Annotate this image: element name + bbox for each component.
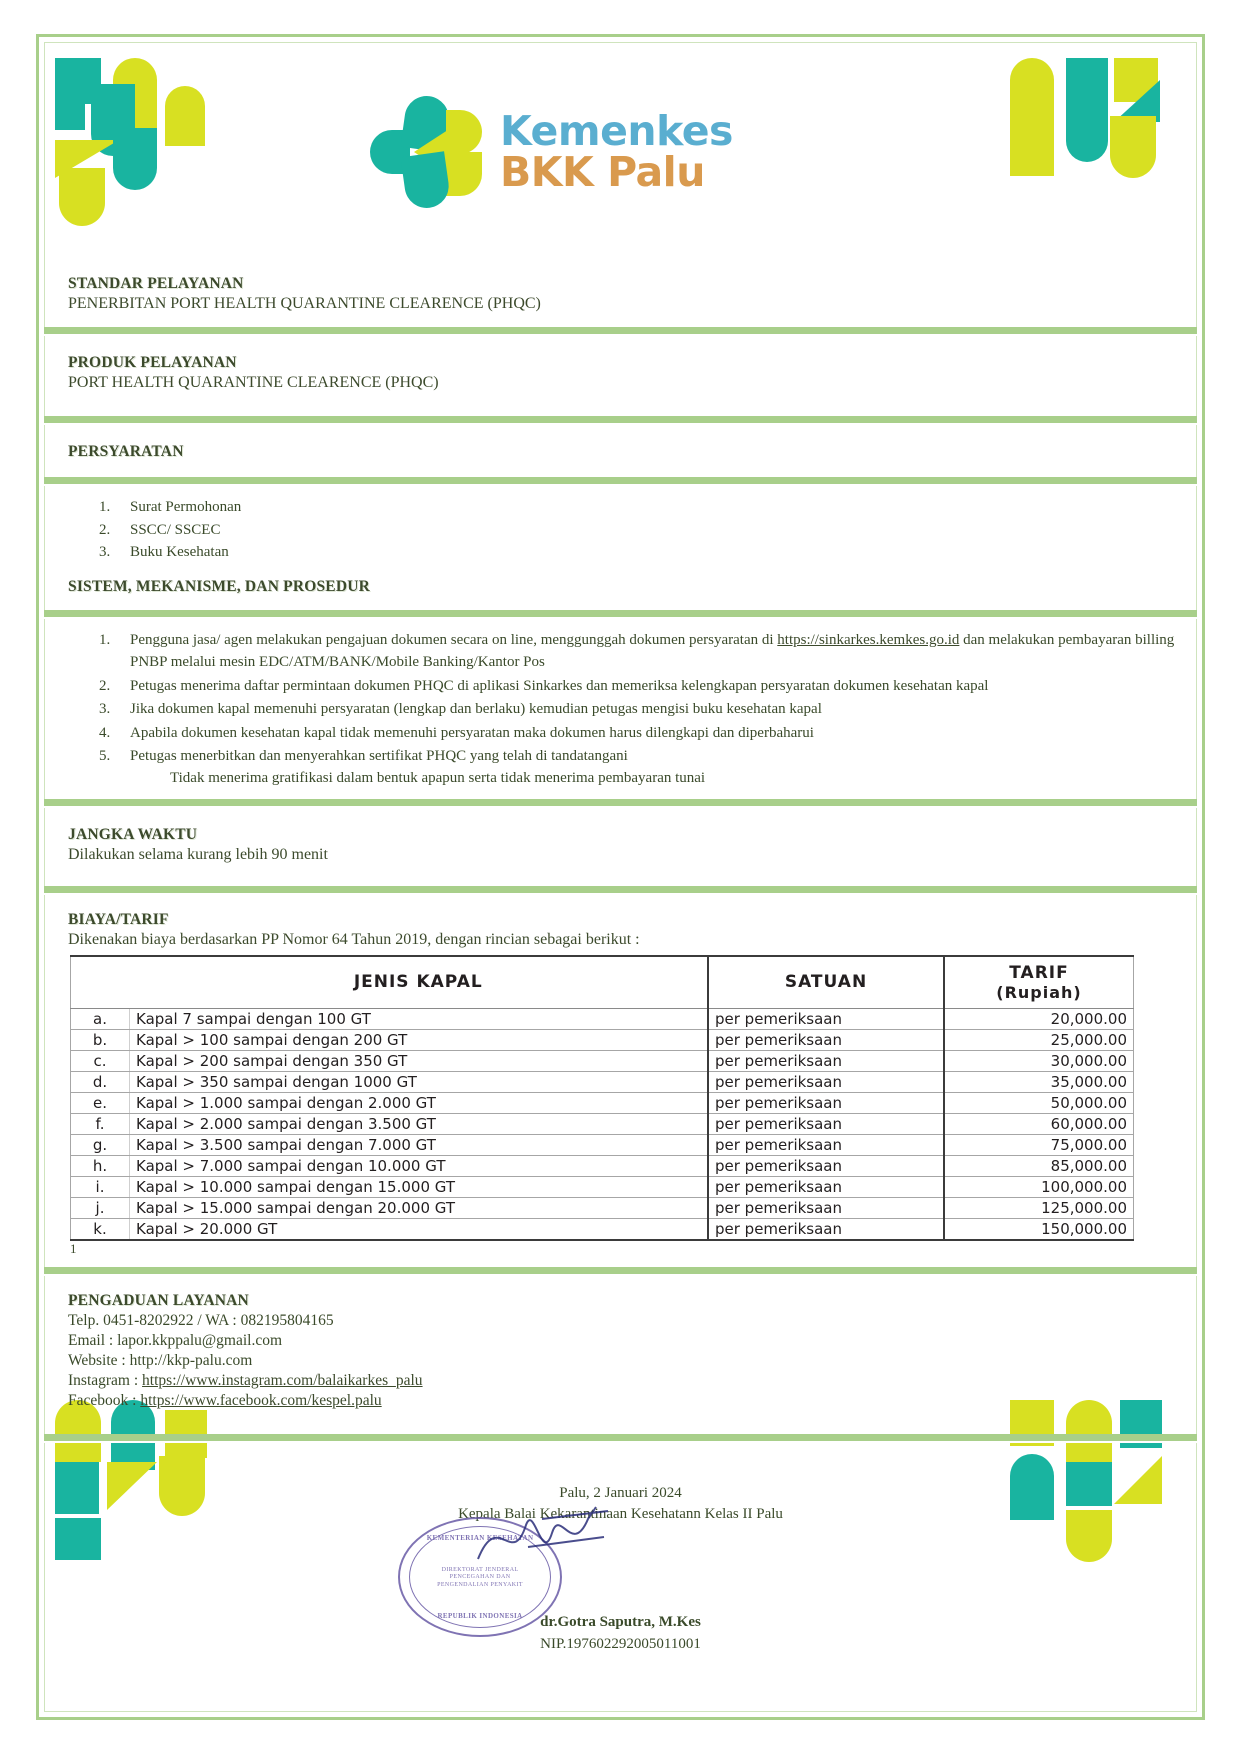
row-index: g.	[71, 1134, 130, 1155]
section-title-biaya: BIAYA/TARIF	[68, 910, 169, 928]
facebook-link[interactable]: https://www.facebook.com/kespel.palu	[140, 1391, 382, 1409]
prosedur-1-before: Pengguna jasa/ agen melakukan pengajuan dokumen secara on line, menggunggah dokumen persyaratan di	[130, 631, 778, 648]
section-standar-pelayanan	[44, 265, 1197, 319]
row-index: h.	[71, 1155, 130, 1176]
row-tarif: 50,000.00	[944, 1092, 1134, 1113]
divider-4	[44, 610, 1197, 619]
table-row	[71, 1050, 1134, 1071]
tarif-unit-label: (Rupiah)	[996, 982, 1082, 1002]
sinkarkes-link[interactable]: https://sinkarkes.kemkes.go.id	[777, 631, 960, 648]
row-jenis-kapal: Kapal > 3.500 sampai dengan 7.000 GT	[130, 1134, 709, 1155]
signature-block	[44, 1483, 1197, 1656]
tarif-label: TARIF	[1009, 962, 1069, 983]
table-row	[71, 1176, 1134, 1197]
row-satuan: per pemeriksaan	[708, 1092, 944, 1113]
row-satuan: per pemeriksaan	[708, 1008, 944, 1029]
list-item: 1. Surat Permohonan	[114, 496, 1197, 519]
row-satuan: per pemeriksaan	[708, 1176, 944, 1197]
row-index: c.	[71, 1050, 130, 1071]
contact-email: Email : lapor.kkppalu@gmail.com	[68, 1331, 283, 1349]
tariff-table	[70, 955, 1134, 1241]
section-title-jangka: JANGKA WAKTU	[68, 825, 198, 843]
signature-place-date: Palu, 2 Januari 2024	[559, 1484, 682, 1501]
page-number: 1	[70, 1240, 77, 1256]
table-row	[71, 1197, 1134, 1218]
gratifikasi-note: Tidak menerima gratifikasi dalam bentuk apapun serta tidak menerima pembayaran tunai	[170, 769, 706, 786]
row-tarif: 20,000.00	[944, 1008, 1134, 1029]
divider-3	[44, 477, 1197, 486]
brand-name-line2: BKK Palu	[500, 148, 705, 196]
contact-phone: Telp. 0451-8202922 / WA : 082195804165	[68, 1311, 334, 1329]
divider-5	[44, 799, 1197, 808]
row-tarif: 60,000.00	[944, 1113, 1134, 1134]
row-satuan: per pemeriksaan	[708, 1113, 944, 1134]
list-item: 3. Jika dokumen kapal memenuhi persyaratan (lengkap dan berlaku) kemudian petugas mengisi buku kesehatan kapal	[114, 698, 1187, 721]
section-persyaratan-title	[44, 425, 1197, 469]
row-index: f.	[71, 1113, 130, 1134]
row-jenis-kapal: Kapal > 200 sampai dengan 350 GT	[130, 1050, 709, 1071]
divider-2	[44, 416, 1197, 425]
list-item: 2. Petugas menerima daftar permintaan dokumen PHQC di aplikasi Sinkarkes dan memeriksa kelengkapan persyaratan dokumen kesehatan kapal	[114, 675, 1187, 698]
handwritten-signature-icon	[468, 1499, 618, 1575]
row-tarif: 75,000.00	[944, 1134, 1134, 1155]
section-produk-pelayanan	[44, 336, 1197, 408]
corner-ornament-top-left	[55, 58, 205, 218]
list-item: 3. Buku Kesehatan	[114, 541, 1197, 564]
contact-website: Website : http://kkp-palu.com	[68, 1351, 253, 1369]
section-text-biaya: Dikenakan biaya berdasarkan PP Nomor 64 Tahun 2019, dengan rincian sebagai berikut :	[68, 930, 640, 948]
row-satuan: per pemeriksaan	[708, 1134, 944, 1155]
prosedur-list	[44, 629, 1187, 768]
row-tarif: 85,000.00	[944, 1155, 1134, 1176]
row-jenis-kapal: Kapal > 10.000 sampai dengan 15.000 GT	[130, 1176, 709, 1197]
row-jenis-kapal: Kapal > 2.000 sampai dengan 3.500 GT	[130, 1113, 709, 1134]
row-jenis-kapal: Kapal > 350 sampai dengan 1000 GT	[130, 1071, 709, 1092]
table-header-row	[71, 956, 1134, 1009]
row-tarif: 35,000.00	[944, 1071, 1134, 1092]
table-row	[71, 1071, 1134, 1092]
row-satuan: per pemeriksaan	[708, 1155, 944, 1176]
column-header-satuan: SATUAN	[708, 956, 944, 1009]
row-index: j.	[71, 1197, 130, 1218]
row-index: k.	[71, 1218, 130, 1240]
table-row	[71, 1134, 1134, 1155]
divider-7	[44, 1267, 1197, 1276]
persyaratan-list-wrap	[44, 486, 1197, 568]
section-title-sistem: SISTEM, MEKANISME, DAN PROSEDUR	[68, 577, 371, 595]
row-tarif: 25,000.00	[944, 1029, 1134, 1050]
section-text-jangka: Dilakukan selama kurang lebih 90 menit	[68, 845, 328, 863]
section-jangka-waktu	[44, 808, 1197, 878]
table-row	[71, 1218, 1134, 1240]
list-item	[114, 629, 1187, 674]
stamp-bottom-text: REPUBLIK INDONESIA	[437, 1612, 523, 1621]
signature-nip: NIP.197602292005011001	[540, 1635, 701, 1652]
kemenkes-logo-icon	[370, 96, 482, 208]
section-title-produk: PRODUK PELAYANAN	[68, 354, 237, 371]
column-header-tarif	[944, 956, 1134, 1009]
divider-6	[44, 886, 1197, 895]
divider-8	[44, 1434, 1197, 1443]
stamp-top-text: KEMENTERIAN KESEHATAN	[426, 1533, 534, 1542]
row-index: b.	[71, 1029, 130, 1050]
row-tarif: 150,000.00	[944, 1218, 1134, 1240]
table-row	[71, 1008, 1134, 1029]
contact-instagram: Instagram : https://www.instagram.com/balaikarkes_palu	[68, 1371, 423, 1389]
list-item: 2. SSCC/ SSCEC	[114, 519, 1197, 542]
section-text-standar: PENERBITAN PORT HEALTH QUARANTINE CLEARENCE (PHQC)	[68, 295, 541, 312]
divider-1	[44, 327, 1197, 336]
table-row	[71, 1113, 1134, 1134]
row-index: a.	[71, 1008, 130, 1029]
section-text-produk: PORT HEALTH QUARANTINE CLEARENCE (PHQC)	[68, 374, 439, 391]
section-title-persyaratan: PERSYARATAN	[68, 443, 184, 460]
row-index: e.	[71, 1092, 130, 1113]
signature-position: Kepala Balai Kekarantinaan Kesehatann Kelas II Palu	[458, 1506, 783, 1523]
sistem-list-wrap	[44, 619, 1197, 789]
row-satuan: per pemeriksaan	[708, 1218, 944, 1240]
contact-facebook: Facebook : https://www.facebook.com/kespel.palu	[68, 1391, 382, 1409]
row-jenis-kapal: Kapal > 20.000 GT	[130, 1218, 709, 1240]
row-jenis-kapal: Kapal 7 sampai dengan 100 GT	[130, 1008, 709, 1029]
corner-ornament-top-right	[1010, 58, 1160, 218]
list-item: 5. Petugas menerbitkan dan menyerahkan sertifikat PHQC yang telah di tandatangani	[114, 745, 1187, 768]
row-tarif: 100,000.00	[944, 1176, 1134, 1197]
column-header-jenis-kapal: JENIS KAPAL	[130, 956, 709, 1009]
column-header-index	[71, 956, 130, 1009]
row-jenis-kapal: Kapal > 100 sampai dengan 200 GT	[130, 1029, 709, 1050]
row-jenis-kapal: Kapal > 1.000 sampai dengan 2.000 GT	[130, 1092, 709, 1113]
section-title-standar: STANDAR PELAYANAN	[68, 275, 244, 292]
row-satuan: per pemeriksaan	[708, 1029, 944, 1050]
prosedur-1-after: dan melakukan pembayaran billing PNBP melalui mesin EDC/ATM/BANK/Mobile Banking/Kantor Pos	[130, 631, 1175, 670]
section-title-pengaduan: PENGADUAN LAYANAN	[68, 1291, 249, 1309]
row-satuan: per pemeriksaan	[708, 1050, 944, 1071]
row-jenis-kapal: Kapal > 15.000 sampai dengan 20.000 GT	[130, 1197, 709, 1218]
row-index: i.	[71, 1176, 130, 1197]
row-tarif: 30,000.00	[944, 1050, 1134, 1071]
row-index: d.	[71, 1071, 130, 1092]
instagram-link[interactable]: https://www.instagram.com/balaikarkes_palu	[142, 1371, 423, 1389]
stamp-mid-text: DIREKTORAT JENDERAL PENCEGAHAN DAN PENGENDALIAN PENYAKIT	[437, 1566, 524, 1588]
row-satuan: per pemeriksaan	[708, 1197, 944, 1218]
row-tarif: 125,000.00	[944, 1197, 1134, 1218]
list-item: 4. Apabila dokumen kesehatan kapal tidak memenuhi persyaratan maka dokumen harus dilengkapi dan diperbaharui	[114, 722, 1187, 745]
signature-name: dr.Gotra Saputra, M.Kes	[540, 1614, 701, 1630]
table-row	[71, 1029, 1134, 1050]
persyaratan-list	[44, 496, 1197, 564]
brand-name-line1: Kemenkes	[500, 107, 733, 155]
section-pengaduan-layanan	[44, 1276, 1197, 1426]
table-row	[71, 1092, 1134, 1113]
row-jenis-kapal: Kapal > 7.000 sampai dengan 10.000 GT	[130, 1155, 709, 1176]
brand-header	[370, 92, 830, 212]
section-sistem-title	[44, 568, 1197, 602]
section-biaya-tarif	[44, 895, 1197, 949]
table-row	[71, 1155, 1134, 1176]
row-satuan: per pemeriksaan	[708, 1071, 944, 1092]
